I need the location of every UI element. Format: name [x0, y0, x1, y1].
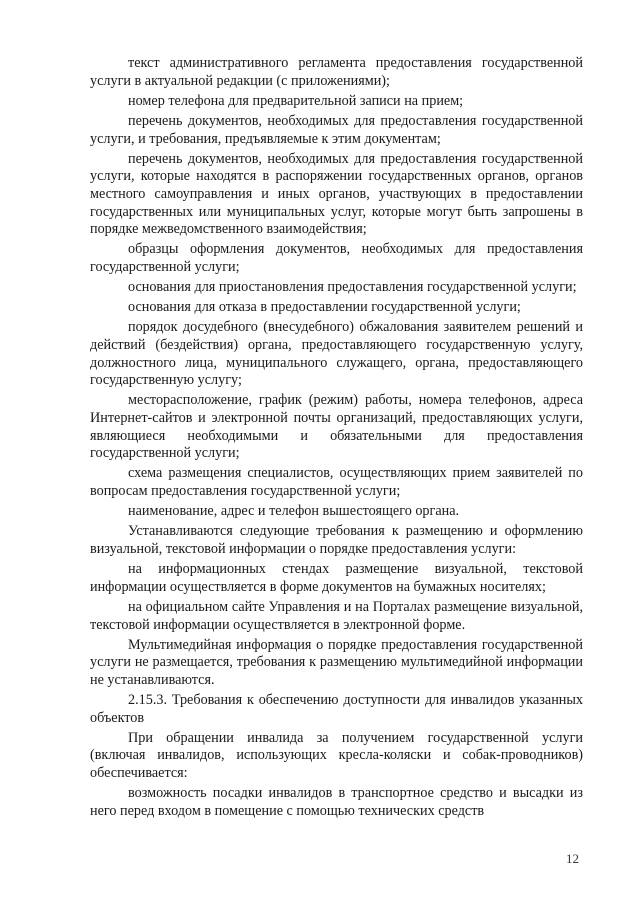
paragraph: на информационных стендах размещение визуальной, текстовой информации осуществляется в форме документов на бумажных носителях;	[90, 561, 583, 595]
paragraph: текст административного регламента предоставления государственной услуги в актуальной редакции (с приложениями);	[90, 55, 583, 89]
paragraph: При обращении инвалида за получением государственной услуги (включая инвалидов, использующих кресла-коляски и собак-проводников) обеспечивается:	[90, 729, 583, 782]
paragraph: месторасположение, график (режим) работы, номера телефонов, адреса Интернет-сайтов и электронной почты организаций, предоставляющих услуги, являющиеся необходимыми и обязательными для предоставления государственной услуги;	[90, 392, 583, 462]
paragraph: основания для отказа в предоставлении государственной услуги;	[128, 299, 521, 316]
paragraph: номер телефона для предварительной записи на прием;	[128, 92, 464, 109]
document-body	[90, 55, 583, 823]
paragraph: перечень документов, необходимых для предоставления государственной услуги, и требования, предъявляемые к этим документам;	[90, 112, 583, 147]
paragraph: на официальном сайте Управления и на Порталах размещение визуальной, текстовой информации осуществляется в электронной форме.	[90, 598, 583, 633]
paragraph: образцы оформления документов, необходимых для предоставления государственной услуги;	[90, 241, 583, 275]
paragraph: схема размещения специалистов, осуществляющих прием заявителей по вопросам предоставления государственной услуги;	[90, 465, 583, 499]
paragraph: возможность посадки инвалидов в транспортное средство и высадки из него перед входом в помещение с помощью технических средств	[90, 785, 583, 819]
paragraph: Мультимедийная информация о порядке предоставления государственной услуги не размещается, требования к размещению мультимедийной информации не устанавливаются.	[90, 636, 583, 688]
paragraph: порядок досудебного (внесудебного) обжалования заявителем решений и действий (бездействия) органа, предоставляющего государственную услугу, должностного лица, муниципального служащего, органа, предоставляющего государственную услугу;	[90, 319, 583, 389]
paragraph: наименование, адрес и телефон вышестоящего органа.	[128, 503, 460, 520]
paragraph: Устанавливаются следующие требования к размещению и оформлению визуальной, текстовой информации о порядке предоставления услуги:	[90, 523, 583, 557]
page-number: 12	[566, 851, 579, 866]
paragraph: перечень документов, необходимых для предоставления государственной услуги, которые находятся в распоряжении государственных органов, органов местного самоуправления и иных органов, участвующих в предоставлении государственных или муниципальных услуг, которые могут быть запрошены в порядке межведомственного взаимодействия;	[90, 150, 583, 238]
section-heading: 2.15.3. Требования к обеспечению доступности для инвалидов указанных объектов	[90, 692, 583, 726]
paragraph: основания для приостановления предоставления государственной услуги;	[128, 279, 577, 296]
